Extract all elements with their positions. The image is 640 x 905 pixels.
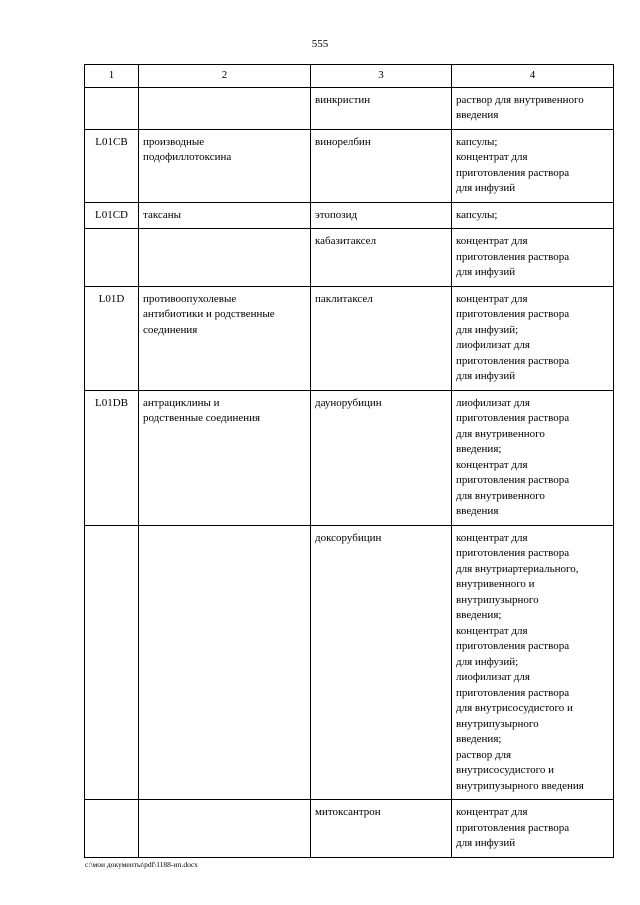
dosage-form-line: для инфузий; xyxy=(456,655,519,668)
dosage-form-line: для инфузий xyxy=(456,370,516,382)
drug-name: доксорубицин xyxy=(315,531,382,544)
dosage-form-line: приготовления раствора xyxy=(456,821,570,834)
dosage-form-line: введения xyxy=(456,109,499,121)
dosage-form-line: для инфузий; xyxy=(456,323,519,336)
group-name-cell xyxy=(139,390,311,525)
dosage-form-line: концентрат для xyxy=(456,292,528,305)
drug-name: этопозид xyxy=(315,208,358,221)
group-name-cell xyxy=(139,800,311,858)
dosage-form-cell xyxy=(452,800,614,858)
dosage-form-line: внутрисосудистого и xyxy=(456,764,555,776)
column-header: 3 xyxy=(311,65,452,88)
atc-code-cell xyxy=(85,800,139,858)
atc-code: L01DB xyxy=(95,396,128,409)
atc-code: L01CB xyxy=(95,135,128,148)
group-name-line: родственные соединения xyxy=(143,412,261,424)
group-name-cell xyxy=(139,202,311,229)
group-name-cell xyxy=(139,229,311,287)
dosage-form-line: концентрат для xyxy=(456,458,528,471)
dosage-form-line: лиофилизат для xyxy=(456,339,530,351)
column-header: 1 xyxy=(85,65,139,88)
dosage-form-cell xyxy=(452,202,614,229)
drug-name: винорелбин xyxy=(315,135,371,148)
dosage-form-line: для внутривенного xyxy=(456,489,545,502)
table-row xyxy=(85,800,614,858)
atc-code-cell xyxy=(85,525,139,800)
drug-name: винкристин xyxy=(315,93,371,106)
table-row xyxy=(85,202,614,229)
drug-name-cell xyxy=(311,129,452,202)
dosage-form-cell xyxy=(452,286,614,390)
dosage-form-cell xyxy=(452,129,614,202)
table-row xyxy=(85,390,614,525)
drug-name-cell xyxy=(311,229,452,287)
dosage-form-line: приготовления раствора xyxy=(456,640,570,652)
dosage-form-line: концентрат для xyxy=(456,151,528,163)
dosage-form-line: для инфузий xyxy=(456,182,516,194)
dosage-form-line: для внутривенного xyxy=(456,427,545,440)
drug-name-cell xyxy=(311,202,452,229)
dosage-form-line: введения; xyxy=(456,733,502,745)
dosage-form-line: для инфузий xyxy=(456,837,516,849)
dosage-form-line: введения xyxy=(456,505,499,517)
drug-name-cell xyxy=(311,525,452,800)
dosage-form-line: для инфузий xyxy=(456,266,516,278)
drug-name-cell xyxy=(311,87,452,129)
dosage-form-line: внутрипузырного введения xyxy=(456,779,584,792)
atc-code: L01CD xyxy=(95,208,128,221)
group-name-cell xyxy=(139,87,311,129)
drug-name-cell xyxy=(311,800,452,858)
column-header: 4 xyxy=(452,65,614,88)
dosage-form-line: приготовления раствора xyxy=(456,354,570,367)
dosage-form-cell xyxy=(452,390,614,525)
dosage-form-line: внутрипузырного xyxy=(456,717,539,730)
drug-name: паклитаксел xyxy=(315,292,373,305)
page-number: 555 xyxy=(311,38,329,50)
dosage-form-line: раствор для внутривенного xyxy=(456,93,584,106)
atc-code-cell xyxy=(85,229,139,287)
file-path-footer: c:\мои документы\pdf\1188-ип.docx xyxy=(85,860,198,869)
dosage-form-line: приготовления раствора xyxy=(456,412,570,424)
dosage-form-line: внутривенного и xyxy=(456,578,535,590)
table-row xyxy=(85,87,614,129)
table-row xyxy=(85,286,614,390)
atc-code-cell xyxy=(85,286,139,390)
group-name-line: подофиллотоксина xyxy=(143,151,232,163)
drug-name-cell xyxy=(311,390,452,525)
dosage-form-line: концентрат для xyxy=(456,531,528,544)
dosage-form-line: лиофилизат для xyxy=(456,671,530,683)
dosage-form-line: приготовления раствора xyxy=(456,308,570,320)
group-name-cell xyxy=(139,286,311,390)
table-row xyxy=(85,229,614,287)
column-header: 2 xyxy=(139,65,311,88)
dosage-form-line: лиофилизат для xyxy=(456,396,530,409)
group-name-line: противоопухолевые xyxy=(143,292,237,305)
header-row xyxy=(85,65,614,88)
dosage-form-line: внутрипузырного xyxy=(456,593,539,606)
dosage-form-line: введения; xyxy=(456,443,502,455)
table-row xyxy=(85,525,614,800)
dosage-form-line: приготовления раствора xyxy=(456,547,570,559)
atc-code: L01D xyxy=(98,292,125,305)
group-name-line: антибиотики и родственные xyxy=(143,308,275,320)
atc-code-cell xyxy=(85,129,139,202)
table-row xyxy=(85,129,614,202)
dosage-form-line: капсулы; xyxy=(456,208,498,221)
dosage-form-line: для внутрисосудистого и xyxy=(456,702,573,714)
drug-name-cell xyxy=(311,286,452,390)
dosage-form-line: для внутриартериального, xyxy=(456,562,579,575)
drug-name: митоксантрон xyxy=(315,806,381,818)
dosage-form-cell xyxy=(452,525,614,800)
group-name-line: производные xyxy=(143,135,205,148)
dosage-form-line: концентрат для xyxy=(456,806,528,818)
drug-name: кабазитаксел xyxy=(315,235,377,247)
dosage-form-line: концентрат для xyxy=(456,624,528,637)
group-name-line: антрациклины и xyxy=(143,396,220,409)
dosage-form-line: капсулы; xyxy=(456,135,498,148)
dosage-form-line: приготовления раствора xyxy=(456,166,570,179)
group-name-line: соединения xyxy=(143,323,198,336)
atc-code-cell xyxy=(85,390,139,525)
group-name-cell xyxy=(139,129,311,202)
dosage-form-line: раствор для xyxy=(456,748,512,761)
atc-code-cell xyxy=(85,87,139,129)
drug-name: даунорубицин xyxy=(315,396,382,409)
dosage-form-line: приготовления раствора xyxy=(456,686,570,699)
group-name-line: таксаны xyxy=(143,208,182,221)
dosage-form-line: приготовления раствора xyxy=(456,250,570,263)
dosage-form-cell xyxy=(452,87,614,129)
dosage-form-cell xyxy=(452,229,614,287)
group-name-cell xyxy=(139,525,311,800)
dosage-form-line: концентрат для xyxy=(456,235,528,247)
drug-table xyxy=(84,64,614,858)
dosage-form-line: приготовления раствора xyxy=(456,474,570,486)
dosage-form-line: введения; xyxy=(456,609,502,621)
atc-code-cell xyxy=(85,202,139,229)
